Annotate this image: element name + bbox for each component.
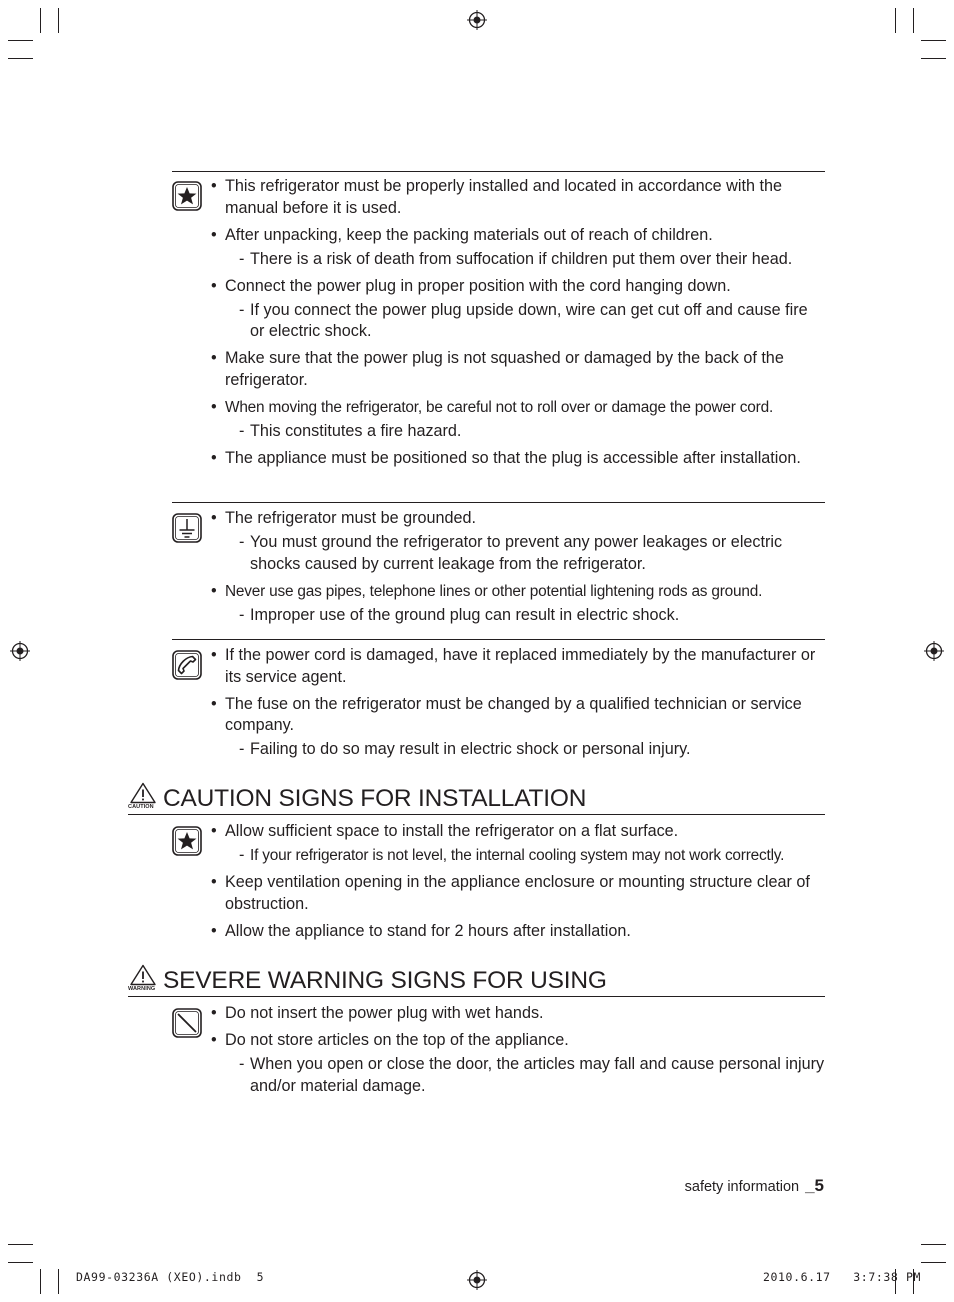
bullet-item — [211, 348, 825, 391]
sub-dash: - — [239, 421, 245, 440]
caution-heading — [128, 782, 825, 815]
slug-date: 2010.6.17 — [762, 1270, 831, 1284]
bullet-dot: • — [211, 397, 217, 416]
sub-dash: - — [239, 740, 245, 758]
page-footer — [685, 1176, 824, 1196]
sub-text: This constitutes a fire hazard. — [250, 421, 462, 440]
crop-mark — [921, 1244, 946, 1245]
sub-dash: - — [239, 249, 245, 268]
sub-item — [225, 300, 825, 343]
sub-item — [225, 739, 825, 761]
bullet-item — [211, 1030, 825, 1097]
bullet-item — [211, 225, 825, 271]
sub-text: There is a risk of death from suffocation if children put them over their head. — [250, 249, 793, 268]
bullet-item — [211, 921, 825, 943]
crop-mark — [921, 58, 946, 59]
registration-mark-icon — [924, 641, 944, 661]
crop-mark — [895, 8, 896, 33]
crop-mark — [8, 1244, 33, 1245]
bullet-item — [211, 397, 825, 443]
sub-text: If your refrigerator is not level, the internal cooling system may not work correctly. — [250, 847, 785, 864]
bullet-text: When moving the refrigerator, be careful not to roll over or damage the power cord. — [225, 398, 774, 416]
bullet-dot: • — [211, 276, 217, 295]
slug-time: 3:7:38 PM — [853, 1270, 921, 1284]
sub-item — [225, 532, 825, 575]
bullet-text: Do not insert the power plug with wet hands. — [225, 1004, 544, 1022]
bullet-text: Allow sufficient space to install the refrigerator on a flat surface. — [225, 822, 679, 840]
sub-dash: - — [239, 1055, 245, 1073]
page-number: _5 — [805, 1176, 824, 1195]
star-icon — [172, 826, 202, 856]
star-icon — [172, 181, 202, 211]
bullet-dot: • — [211, 822, 217, 840]
bullet-text: The appliance must be positioned so that the plug is accessible after installation. — [225, 448, 801, 467]
bullet-text: Do not store articles on the top of the appliance. — [225, 1031, 569, 1049]
bullet-text: Connect the power plug in proper position with the cord hanging down. — [225, 276, 731, 295]
bullet-item — [211, 448, 825, 470]
bullet-item — [211, 821, 825, 867]
bullet-item — [211, 581, 825, 627]
bullet-list — [211, 504, 825, 626]
slug-timestamp — [763, 1270, 921, 1284]
slug-filename: DA99-03236A (XEO).indb — [76, 1270, 242, 1284]
footer-section-name: safety information — [684, 1179, 800, 1195]
sub-dash: - — [239, 533, 245, 551]
bullet-list — [211, 999, 825, 1097]
sub-dash: - — [239, 605, 245, 624]
bullet-text: Never use gas pipes, telephone lines or other potential lightening rods as ground. — [225, 582, 763, 600]
prohibited-icon — [172, 1008, 202, 1038]
bullet-list — [211, 172, 825, 469]
crop-mark — [8, 58, 33, 59]
usage-warning-section — [172, 999, 825, 1103]
bullet-dot: • — [211, 694, 217, 713]
sub-item — [225, 1054, 825, 1097]
bullet-dot: • — [211, 581, 217, 600]
bullet-item — [211, 176, 825, 219]
bullet-item — [211, 276, 825, 343]
crop-mark — [40, 1269, 41, 1294]
bullet-dot: • — [211, 509, 217, 527]
sub-text: Improper use of the ground plug can result in electric shock. — [250, 605, 680, 624]
warning-title: SEVERE WARNING SIGNS FOR USING — [163, 967, 607, 994]
bullet-dot: • — [211, 349, 217, 367]
bullet-text: The refrigerator must be grounded. — [225, 509, 477, 527]
registration-mark-icon — [10, 641, 30, 661]
crop-mark — [40, 8, 41, 33]
bullet-item — [211, 872, 825, 915]
bullet-text: If the power cord is damaged, have it replaced immediately by the manufacturer or its service agent. — [225, 646, 816, 686]
bullet-dot: • — [211, 177, 217, 195]
bullet-item — [211, 1003, 825, 1025]
bullet-item — [211, 508, 825, 575]
bullet-text: The fuse on the refrigerator must be changed by a qualified technician or service company. — [225, 694, 802, 734]
bullet-text: After unpacking, keep the packing materials out of reach of children. — [225, 225, 713, 244]
bullet-text: Keep ventilation opening in the appliance enclosure or mounting structure clear of obstruction. — [225, 873, 810, 913]
sub-item — [225, 421, 825, 443]
installation-warning-section — [172, 172, 825, 475]
bullet-dot: • — [211, 1004, 217, 1022]
bullet-list — [211, 641, 825, 761]
caution-label: CAUTION — [128, 804, 154, 810]
phone-icon — [172, 650, 202, 680]
sub-text: If you connect the power plug upside down, wire can get cut off and cause fire or electric shock. — [250, 300, 808, 340]
sub-item — [225, 845, 825, 867]
installation-caution-section — [172, 817, 825, 948]
bullet-text: Allow the appliance to stand for 2 hours after installation. — [225, 921, 631, 940]
bullet-list — [211, 817, 825, 942]
crop-mark — [8, 1262, 33, 1263]
crop-mark — [921, 1262, 946, 1263]
bullet-text: Make sure that the power plug is not squashed or damaged by the back of the refrigerator. — [225, 349, 784, 389]
section-divider — [172, 639, 825, 640]
sub-item — [225, 605, 825, 627]
slug-file — [76, 1270, 264, 1284]
slug-page: 5 — [256, 1270, 265, 1284]
sub-text: Failing to do so may result in electric shock or personal injury. — [250, 740, 691, 758]
warning-triangle-icon — [128, 964, 158, 986]
bullet-dot: • — [211, 225, 217, 244]
crop-mark — [913, 8, 914, 33]
warning-heading — [128, 964, 825, 997]
ground-icon — [172, 513, 202, 543]
bullet-item — [211, 645, 825, 688]
warning-label: WARNING — [128, 986, 156, 992]
sub-item — [225, 249, 825, 271]
bullet-text: This refrigerator must be properly installed and located in accordance with the manual before it is used. — [225, 177, 782, 217]
section-divider — [172, 502, 825, 503]
crop-mark — [8, 40, 33, 41]
caution-triangle-icon — [128, 782, 158, 804]
bullet-dot: • — [211, 873, 217, 891]
caution-title: CAUTION SIGNS FOR INSTALLATION — [163, 785, 587, 812]
bullet-dot: • — [211, 646, 217, 664]
sub-dash: - — [239, 300, 245, 319]
power-cord-warning-section — [172, 641, 825, 766]
bullet-dot: • — [211, 448, 217, 467]
bullet-dot: • — [211, 921, 217, 940]
grounding-warning-section — [172, 504, 825, 632]
sub-text: When you open or close the door, the articles may fall and cause personal injury and/or material damage. — [250, 1055, 825, 1095]
registration-mark-icon — [467, 10, 487, 30]
crop-mark — [921, 40, 946, 41]
registration-mark-icon — [467, 1270, 487, 1290]
crop-mark — [58, 8, 59, 33]
sub-text: You must ground the refrigerator to prevent any power leakages or electric shocks caused by current leakage from the refrigerator. — [250, 533, 783, 573]
bullet-item — [211, 694, 825, 761]
bullet-dot: • — [211, 1031, 217, 1049]
sub-dash: - — [239, 846, 245, 864]
crop-mark — [58, 1269, 59, 1294]
